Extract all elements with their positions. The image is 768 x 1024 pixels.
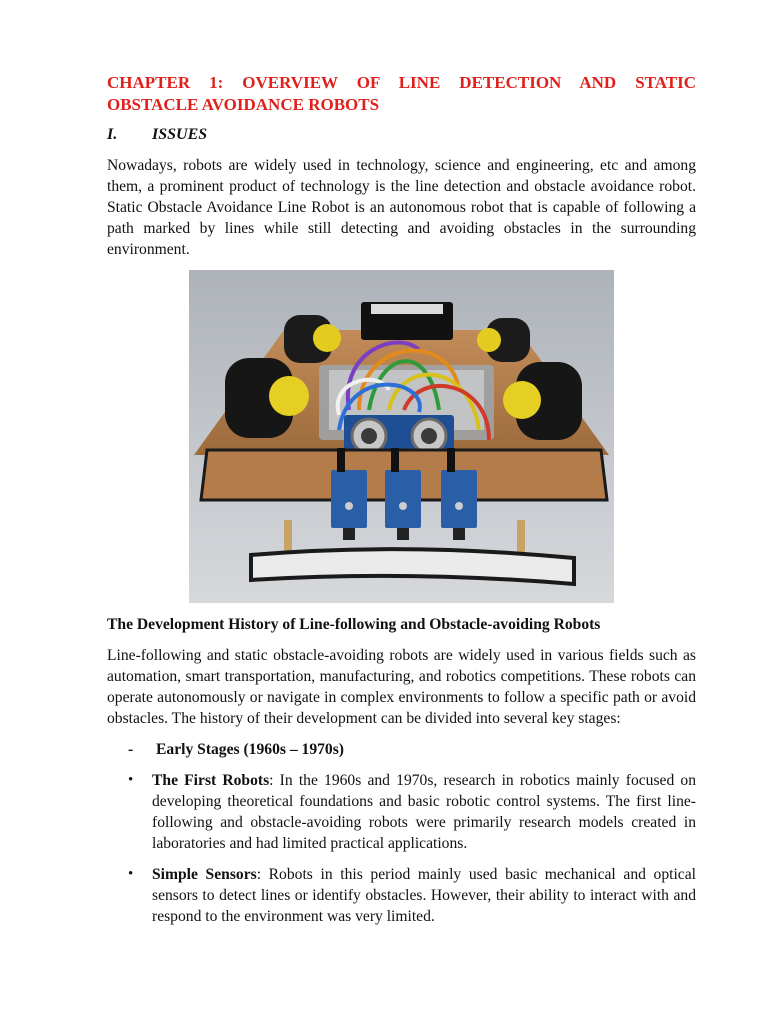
chapter-title-line2: OBSTACLE AVOIDANCE ROBOTS [107,95,380,114]
robot-car-photo [189,270,614,603]
robot-car-illustration [189,270,614,603]
bullet-marker: • [128,772,134,788]
bullet-marker: • [128,866,134,882]
history-heading: The Development History of Line-following and Obstacle-avoiding Robots [107,616,601,633]
stage-item [107,739,696,760]
chapter-title-line1: CHAPTER 1: OVERVIEW OF LINE DETECTION AND STATIC [107,73,696,92]
bullet-item-simple-sensors [107,864,696,927]
stage-label: Early Stages (1960s – 1970s) [156,741,344,758]
section-heading [107,125,696,145]
section-title: ISSUES [152,126,208,143]
ir-sensor-left [331,470,367,528]
bullet-item-first-robots [107,770,696,854]
ir-sensor-right [441,470,477,528]
bullet-text: : In the 1960s and 1970s, research in robotics mainly focused on developing theoretical foundations and basic robotic control systems. The first line-following and obstacle-avoiding robots were primarily research models created in laboratories and had limited practical applications. [152,772,697,852]
section-number: I. [107,126,118,143]
document-page [107,72,696,927]
bullet-term: The First Robots [152,772,270,789]
history-paragraph: Line-following and static obstacle-avoiding robots are widely used in various fields such as automation, smart transportation, manufacturing, and robotics competitions. These robots can operate autonomously or navigate in complex environments to follow a specific path or avoid obstacles. The history of their development can be divided into several key stages: [107,647,696,727]
ir-sensor-center [385,470,421,528]
dash-marker: - [128,741,134,758]
bullet-term: Simple Sensors [152,866,257,883]
intro-paragraph: Nowadays, robots are widely used in technology, science and engineering, etc and among them, a prominent product of technology is the line detection and obstacle avoidance robot. Static Obstacle Avoidance Line Robot is an autonomous robot that is capable of following a path marked by lines while still detecting and avoiding obstacles in the surrounding environment. [107,157,696,258]
bullet-text: : Robots in this period mainly used basic mechanical and optical sensors to detect lines or identify obstacles. However, their ability to interact with and respond to the environment was very limited. [152,866,696,925]
chapter-title [107,72,696,116]
